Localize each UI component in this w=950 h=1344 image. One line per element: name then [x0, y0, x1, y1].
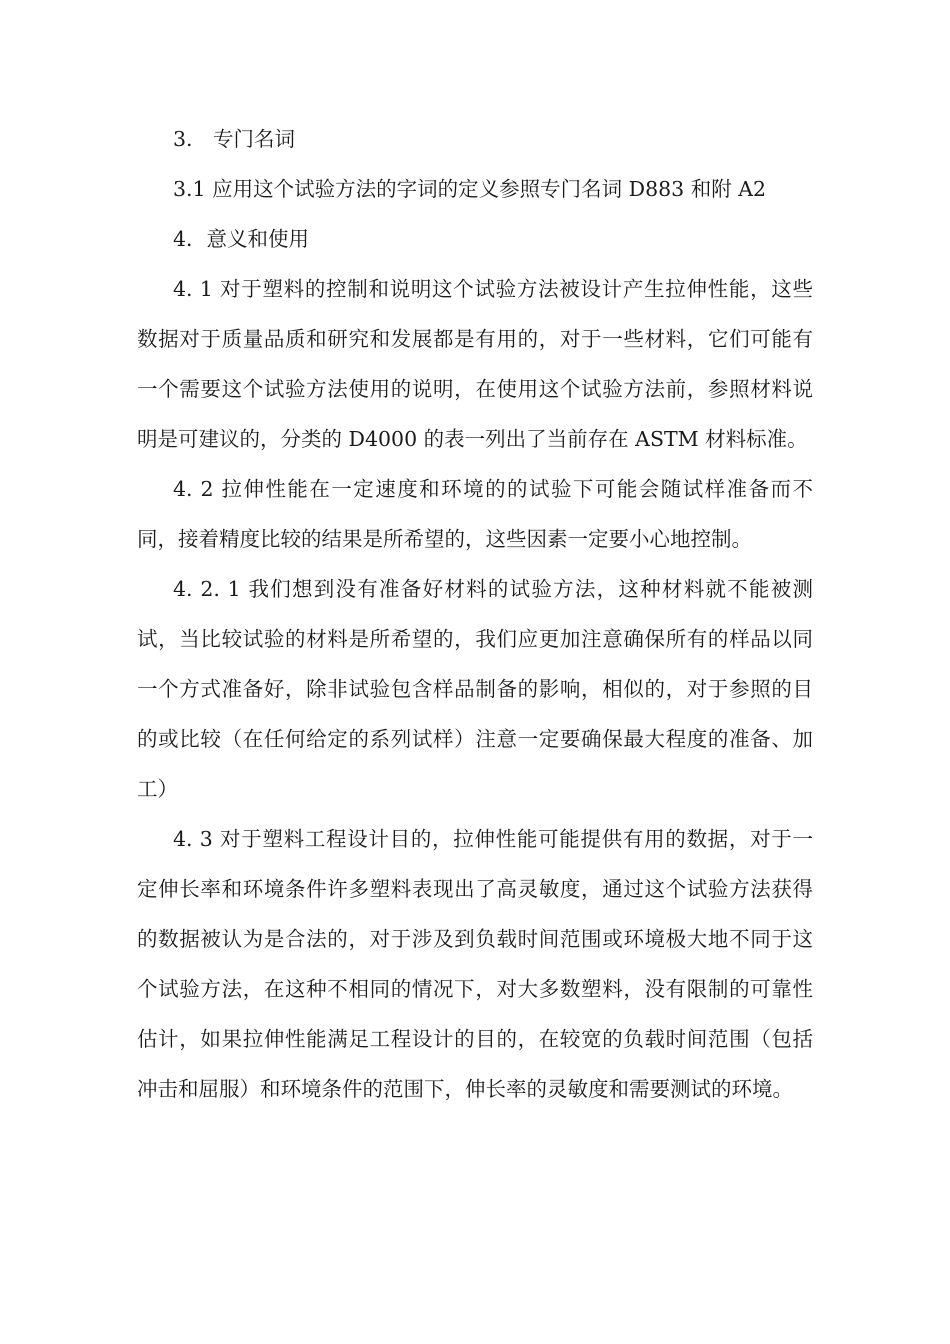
paragraph-4-1: 4. 1 对于塑料的控制和说明这个试验方法被设计产生拉伸性能，这些数据对于质量品质和研究和发展都是有用的，对于一些材料，它们可能有一个需要这个试验方法使用的说明，在使用这个试验方法前，参照材料说明是可建议的，分类的 D4000 的表一列出了当前存在 ASTM 材料标准。 [137, 277, 813, 451]
paragraph-4-2: 4. 2 拉伸性能在一定速度和环境的的试验下可能会随试样准备而不同，接着精度比较的结果是所希望的，这些因素一定要小心地控制。 [137, 477, 813, 551]
section-4-heading: 4．意义和使用 [173, 227, 310, 251]
paragraph-4-2-1: 4. 2. 1 我们想到没有准备好材料的试验方法，这种材料就不能被测试，当比较试验的材料是所希望的，我们应更加注意确保所有的样品以同一个方式准备好，除非试验包含样品制备的影响，相似的，对于参照的目的或比较（在任何给定的系列试样）注意一定要确保最大程度的准备、加工） [137, 577, 813, 801]
paragraph-3-1: 3.1 应用这个试验方法的字词的定义参照专门名词 D883 和附 A2 [173, 177, 767, 201]
document-body [137, 114, 813, 1114]
paragraph-4-3: 4. 3 对于塑料工程设计目的，拉伸性能可能提供有用的数据，对于一定伸长率和环境条件许多塑料表现出了高灵敏度，通过这个试验方法获得的数据被认为是合法的，对于涉及到负载时间范围或环境极大地不同于这个试验方法，在这种不相同的情况下，对大多数塑料，没有限制的可靠性估计，如果拉伸性能满足工程设计的目的，在较宽的负载时间范围（包括冲击和屈服）和环境条件的范围下，伸长率的灵敏度和需要测试的环境。 [137, 827, 813, 1101]
section-3-heading: 3. 专门名词 [173, 127, 296, 151]
